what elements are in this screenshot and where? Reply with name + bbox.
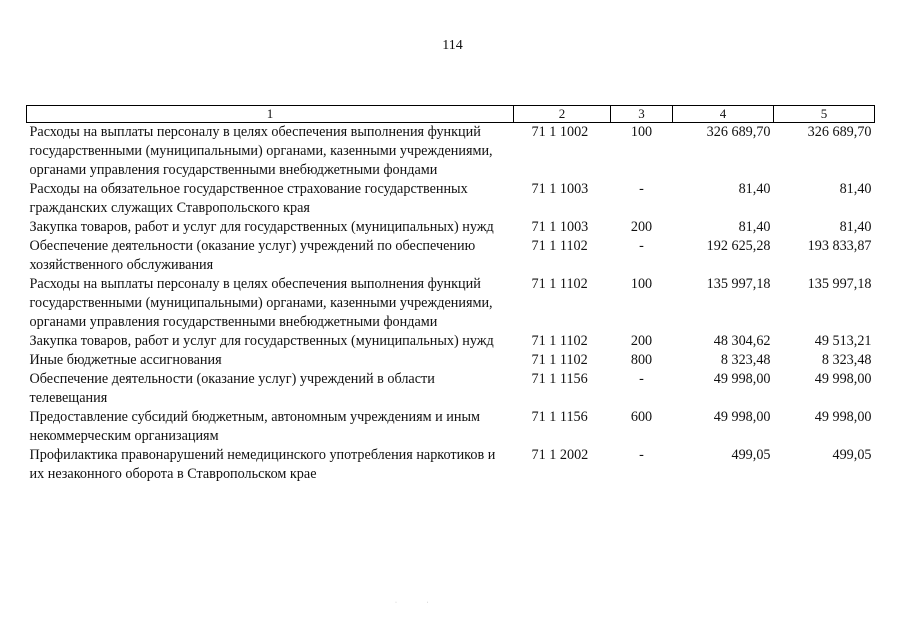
table-row [27, 408, 875, 446]
header-row [27, 106, 875, 123]
table-row [27, 180, 875, 218]
header-col-3: 3 [611, 106, 673, 123]
row-name: Расходы на выплаты персоналу в целях обеспечения выполнения функций государственными (муниципальными) органами, казенными учреждениями, органами управления государственными внебюджетными фондами [29, 124, 493, 178]
row-value-4: 192 625,28 [706, 238, 771, 254]
row-type: 200 [630, 333, 653, 349]
table-row [27, 332, 875, 351]
row-value-4: 81,40 [738, 219, 771, 235]
row-name: Обеспечение деятельности (оказание услуг) учреждений в области телевещания [29, 371, 435, 406]
table-row [27, 237, 875, 275]
row-value-5: 193 833,87 [807, 238, 872, 254]
row-value-5: 49 513,21 [814, 333, 872, 349]
row-type: - [639, 371, 644, 387]
row-value-4: 135 997,18 [706, 276, 771, 292]
header-col-4: 4 [673, 106, 774, 123]
row-value-5: 135 997,18 [807, 276, 872, 292]
table-header [27, 106, 875, 123]
row-code: 71 1 1102 [531, 276, 588, 292]
table-row [27, 275, 875, 332]
table-row [27, 218, 875, 237]
row-code: 71 1 1102 [531, 333, 588, 349]
row-code: 71 1 1102 [531, 352, 588, 368]
row-code: 71 1 1002 [531, 124, 589, 140]
row-value-5: 49 998,00 [814, 409, 872, 425]
row-value-4: 499,05 [731, 447, 771, 463]
row-value-4: 326 689,70 [706, 124, 771, 140]
header-col-5: 5 [774, 106, 875, 123]
row-type: 600 [630, 409, 653, 425]
row-name: Профилактика правонарушений немедицинского употребления наркотиков и их незаконного оборота в Ставропольском крае [29, 447, 496, 482]
header-col-1: 1 [27, 106, 514, 123]
row-code: 71 1 1156 [531, 409, 588, 425]
row-value-4: 8 323,48 [720, 352, 771, 368]
row-name: Предоставление субсидий бюджетным, автономным учреждениям и иным некоммерческим организациям [29, 409, 480, 444]
table-row [27, 351, 875, 370]
table-row [27, 123, 875, 181]
row-code: 71 1 2002 [531, 447, 589, 463]
row-value-5: 49 998,00 [814, 371, 872, 387]
budget-table [26, 105, 875, 484]
scan-specks: · · [395, 600, 443, 606]
row-code: 71 1 1156 [531, 371, 588, 387]
row-value-5: 81,40 [839, 181, 872, 197]
row-type: - [639, 447, 644, 463]
row-name: Закупка товаров, работ и услуг для государственных (муниципальных) нужд [29, 219, 494, 235]
row-code: 71 1 1003 [531, 181, 589, 197]
table-body [27, 123, 875, 485]
row-name: Обеспечение деятельности (оказание услуг) учреждений по обеспечению хозяйственного обслуживания [29, 238, 476, 273]
row-name: Закупка товаров, работ и услуг для государственных (муниципальных) нужд [29, 333, 494, 349]
row-name: Расходы на выплаты персоналу в целях обеспечения выполнения функций государственными (муниципальными) органами, казенными учреждениями, органами управления государственными внебюджетными фондами [29, 276, 493, 330]
row-type: - [639, 181, 644, 197]
row-value-5: 499,05 [832, 447, 872, 463]
row-type: 800 [630, 352, 653, 368]
row-name: Расходы на обязательное государственное страхование государственных гражданских служащих Ставропольского края [29, 181, 468, 216]
row-type: 200 [630, 219, 653, 235]
row-value-5: 8 323,48 [821, 352, 872, 368]
row-value-4: 81,40 [738, 181, 771, 197]
row-value-4: 49 998,00 [713, 409, 771, 425]
row-value-4: 49 998,00 [713, 371, 771, 387]
header-col-2: 2 [514, 106, 611, 123]
row-code: 71 1 1102 [531, 238, 588, 254]
page-number: 114 [442, 38, 463, 53]
row-value-5: 81,40 [839, 219, 872, 235]
row-type: 100 [630, 124, 653, 140]
row-code: 71 1 1003 [531, 219, 589, 235]
table-row [27, 370, 875, 408]
row-type: 100 [630, 276, 653, 292]
row-name: Иные бюджетные ассигнования [29, 352, 222, 368]
row-value-5: 326 689,70 [807, 124, 872, 140]
table-row [27, 446, 875, 484]
row-value-4: 48 304,62 [713, 333, 771, 349]
row-type: - [639, 238, 644, 254]
